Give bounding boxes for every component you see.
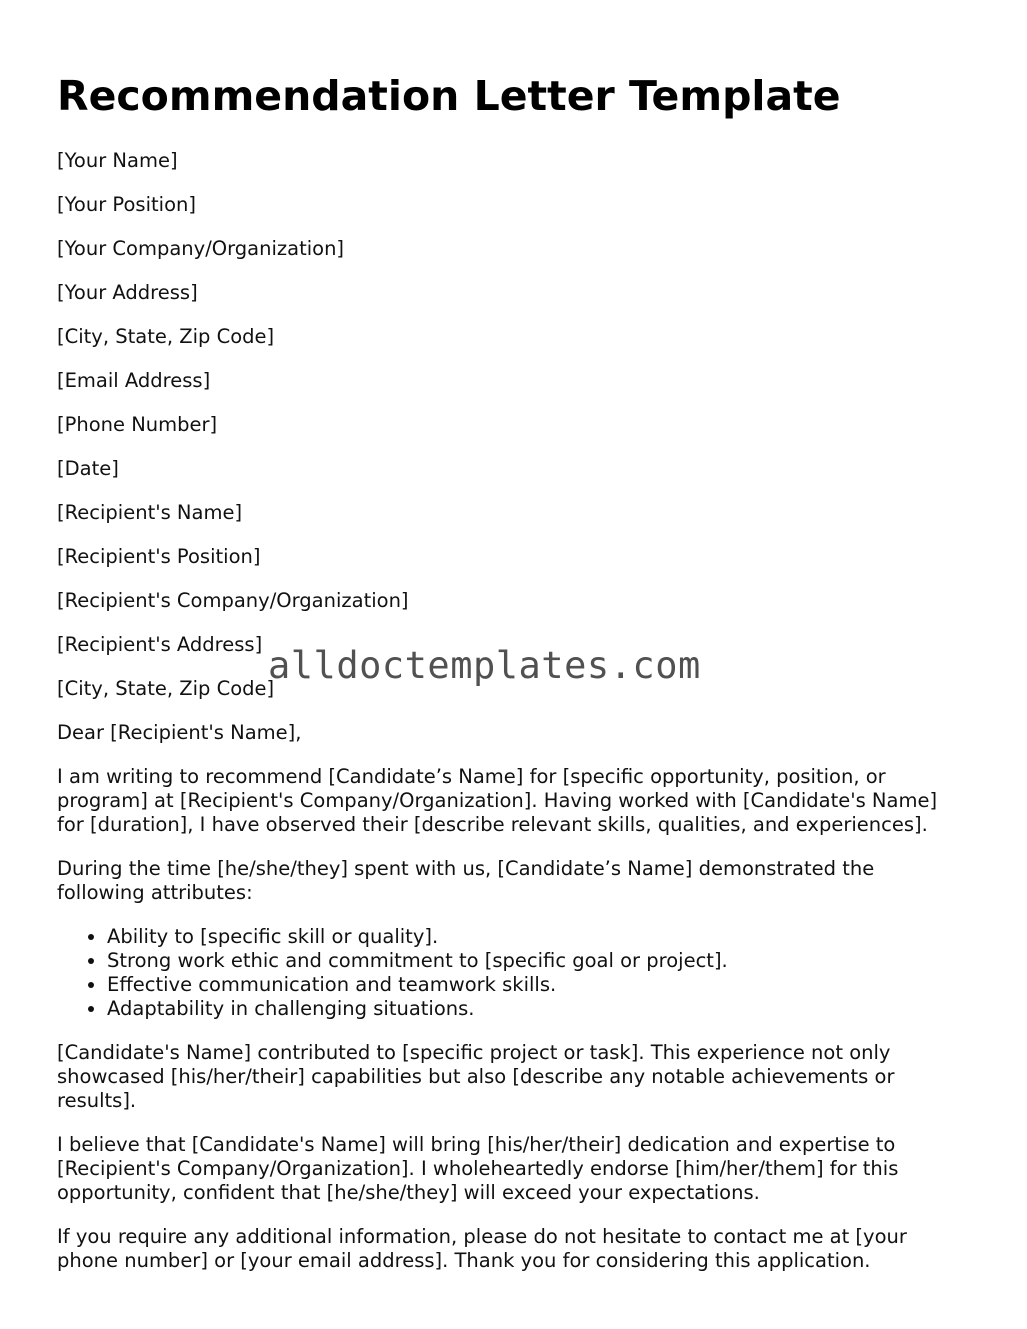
sender-position: [Your Position] (57, 193, 196, 216)
paragraph-attributes-lead: During the time [he/she/they] spent with us, [Candidate’s Name] demonstrated the following attributes: (57, 857, 875, 904)
sender-email: [Email Address] (57, 369, 211, 392)
sender-phone: [Phone Number] (57, 413, 218, 436)
letter-date: [Date] (57, 457, 119, 480)
list-item: • Adaptability in challenging situations. (107, 997, 967, 1021)
list-item: • Strong work ethic and commitment to [specific goal or project]. (107, 949, 967, 973)
list-item: • Ability to [specific skill or quality]. (107, 925, 967, 949)
recipient-company: [Recipient's Company/Organization] (57, 589, 409, 612)
recipient-name: [Recipient's Name] (57, 501, 243, 524)
recipient-position: [Recipient's Position] (57, 545, 261, 568)
paragraph-closing: If you require any additional information, please do not hesitate to contact me at [your phone number] or [your email address]. Thank you for considering this application. (57, 1225, 907, 1272)
paragraph-endorsement: I believe that [Candidate's Name] will bring [his/her/their] dedication and expertise to [Recipient's Company/Organization]. I wholeheartedly endorse [him/her/them] for this opportunity, confident that [he/she/they] will exceed your expectations. (57, 1133, 899, 1204)
sender-name: [Your Name] (57, 149, 178, 172)
list-item: • Effective communication and teamwork skills. (107, 973, 967, 997)
recipient-address: [Recipient's Address] (57, 633, 263, 656)
sender-block (57, 149, 967, 481)
sender-address: [Your Address] (57, 281, 198, 304)
recipient-city-state-zip: [City, State, Zip Code] (57, 677, 275, 700)
watermark: alldoctemplates.com (268, 644, 701, 687)
sender-city-state-zip: [City, State, Zip Code] (57, 325, 275, 348)
salutation: Dear [Recipient's Name], (57, 721, 302, 744)
attributes-list (57, 925, 967, 1021)
sender-company: [Your Company/Organization] (57, 237, 345, 260)
page-title: Recommendation Letter Template (57, 72, 841, 120)
paragraph-intro: I am writing to recommend [Candidate’s Name] for [specific opportunity, position, or program] at [Recipient's Company/Organization]. Having worked with [Candidate's Name] for [duration], I have observed their [describe relevant skills, qualities, and experiences]. (57, 765, 938, 836)
paragraph-contribution: [Candidate's Name] contributed to [specific project or task]. This experience not only showcased [his/her/their] capabilities but also [describe any notable achievements or results]. (57, 1041, 895, 1112)
